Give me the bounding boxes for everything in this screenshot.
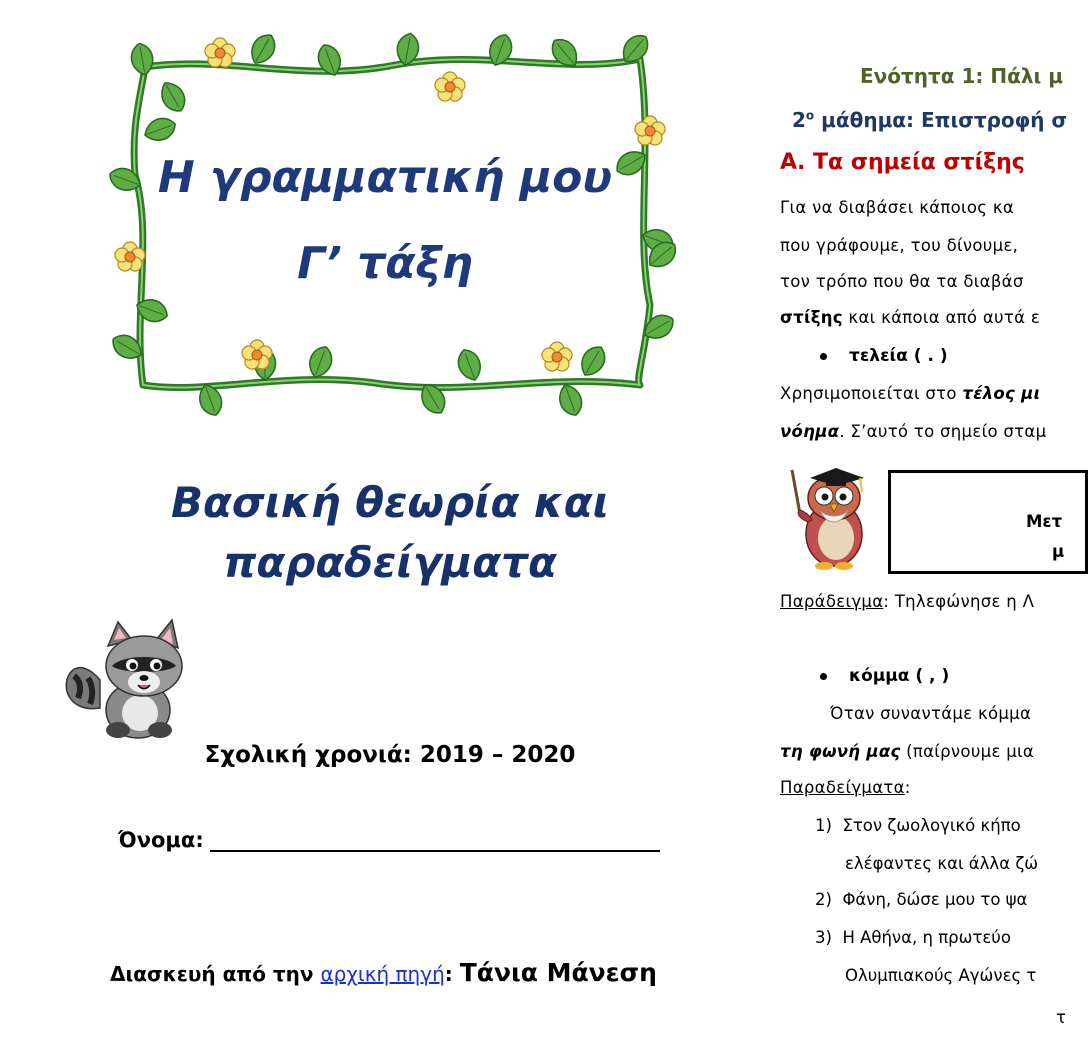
example-item xyxy=(815,890,1027,909)
name-label: Όνομα: xyxy=(118,828,204,852)
bullet-dot-icon xyxy=(820,673,827,680)
bullet-label: κόμμα ( , ) xyxy=(849,666,950,686)
subtitle-line2: παραδείγματα xyxy=(223,538,557,587)
credit-line xyxy=(110,958,657,987)
rule-box-line2: μ xyxy=(1052,542,1065,561)
example-text: Στον ζωολογικό κήπο xyxy=(842,816,1021,835)
lesson-title xyxy=(792,108,1067,132)
credit-prefix: Διασκευή από την xyxy=(110,962,314,986)
text-fragment: τ xyxy=(1056,1008,1066,1027)
bullet-dot-icon xyxy=(820,353,827,360)
example-item-continued: Ολυμπιακούς Αγώνες τ xyxy=(845,966,1037,985)
lesson-title-text: μάθημα: Επιστροφή σ xyxy=(814,108,1068,132)
examples-label: Παραδείγματα xyxy=(780,778,905,797)
name-blank-line[interactable] xyxy=(210,830,660,852)
name-field[interactable] xyxy=(118,828,660,852)
raccoon-illustration xyxy=(60,618,195,743)
vine-flower-frame xyxy=(105,35,675,420)
unit-title: Ενότητα 1: Πάλι μ xyxy=(860,64,1063,88)
example-label: Παράδειγμα xyxy=(780,592,884,611)
example-item-continued: ελέφαντες και άλλα ζώ xyxy=(845,854,1039,873)
school-year: Σχολική χρονιά: 2019 – 2020 xyxy=(204,742,576,768)
paragraph-text: και κάποια από αυτά ε xyxy=(842,308,1041,327)
example-item xyxy=(815,816,1021,835)
credit-colon: : xyxy=(444,962,453,986)
bullet-period xyxy=(820,346,948,366)
examples-colon: : xyxy=(904,778,911,797)
cover-title-line2: Γ’ τάξη xyxy=(297,238,473,289)
cover-title-line1: Η γραμματική μου xyxy=(157,152,613,203)
example-text: Η Αθήνα, η πρωτεύο xyxy=(842,928,1011,947)
paragraph-text: . Σ’αυτό το σημείο σταμ xyxy=(839,422,1047,441)
example-number: 1) xyxy=(815,816,832,835)
example-line xyxy=(780,592,1034,611)
section-heading-a: Α. Τα σημεία στίξης xyxy=(780,150,1025,175)
bullet-label: τελεία ( . ) xyxy=(849,346,948,366)
emphasis-text: τη φωνή μας xyxy=(780,742,901,761)
paragraph-line xyxy=(780,308,1040,327)
bullet-comma xyxy=(820,666,949,686)
paragraph-text: (παίρνουμε μια xyxy=(900,742,1035,761)
paragraph-line: που γράφουμε, του δίνουμε, xyxy=(780,236,1019,255)
paragraph-line: Όταν συναντάμε κόμμα xyxy=(830,704,1032,723)
paragraph-line xyxy=(780,742,1034,761)
lesson-number: 2 xyxy=(792,108,806,132)
original-source-link[interactable]: αρχική πηγή xyxy=(320,962,445,986)
credit-author: Τάνια Μάνεση xyxy=(459,958,657,987)
bold-term: στίξης xyxy=(780,308,843,327)
example-number: 3) xyxy=(815,928,832,947)
example-text: : Τηλεφώνησε η Λ xyxy=(883,592,1035,611)
example-item xyxy=(815,928,1011,947)
example-number: 2) xyxy=(815,890,832,909)
paragraph-line xyxy=(780,384,1040,403)
emphasis-text: νόημα xyxy=(780,422,840,441)
subtitle-line1: Βασική θεωρία και xyxy=(170,478,609,527)
paragraph-line: Για να διαβάσει κάποιος κα xyxy=(780,198,1015,217)
lesson-ordinal: ο xyxy=(805,108,815,123)
emphasis-text: τέλος μι xyxy=(962,384,1041,403)
rule-box-line1: Μετ xyxy=(1026,512,1063,531)
paragraph-text: Χρησιμοποιείται στο xyxy=(780,384,963,403)
owl-teacher-illustration xyxy=(782,462,874,574)
examples-heading xyxy=(780,778,911,797)
paragraph-line: τον τρόπο που θα τα διαβάσ xyxy=(780,272,1024,291)
example-text: Φάνη, δώσε μου το ψα xyxy=(842,890,1028,909)
paragraph-line xyxy=(780,422,1046,441)
